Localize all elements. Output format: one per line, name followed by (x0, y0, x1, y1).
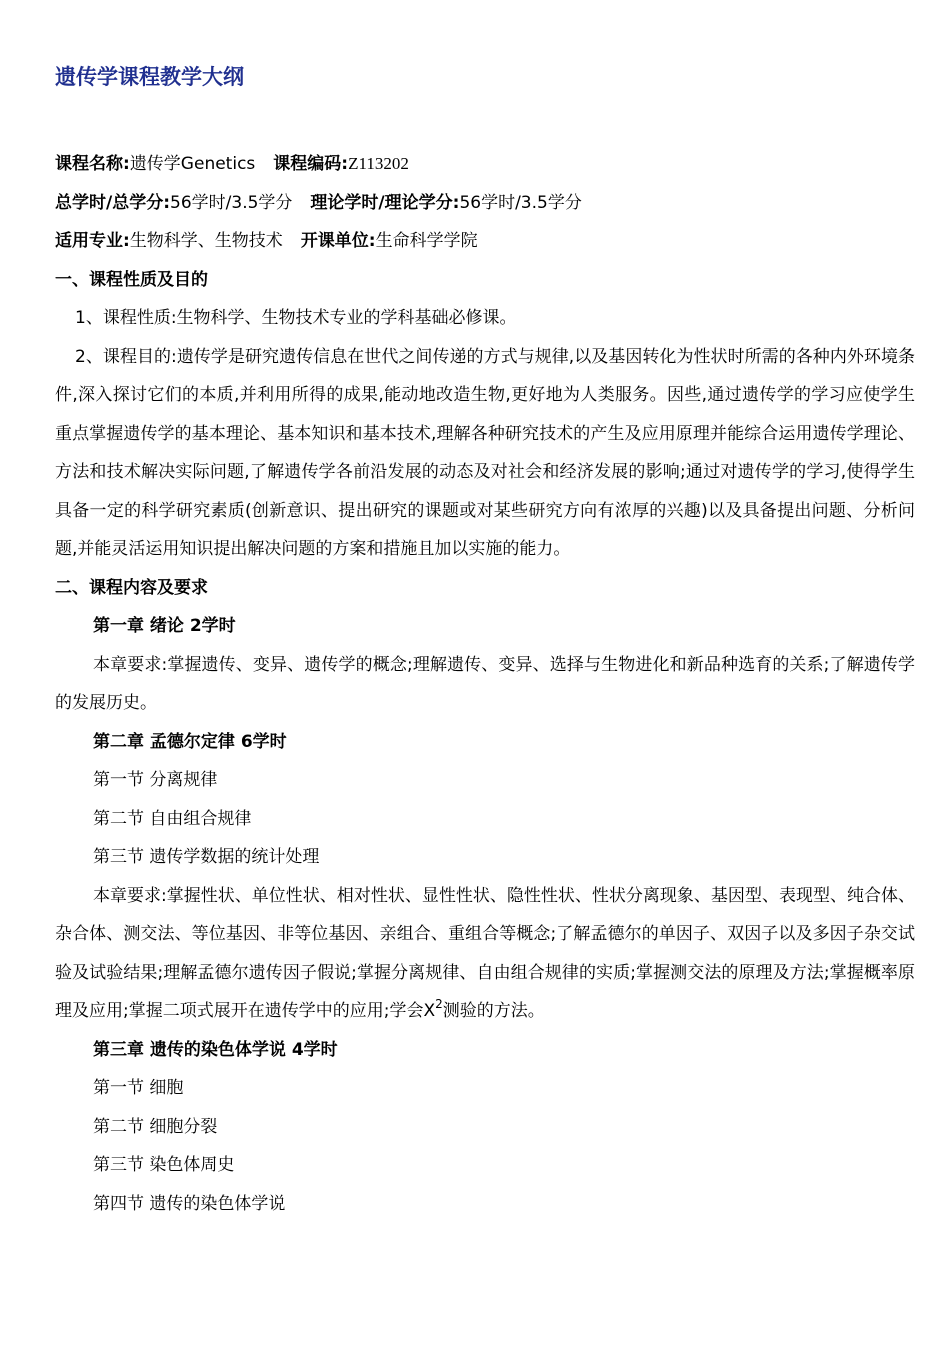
course-name-label: 课程名称: (55, 154, 130, 174)
major-line (55, 222, 915, 261)
chapter3-section2: 第二节 细胞分裂 (93, 1116, 218, 1137)
course-code-label: 课程编码: (273, 154, 349, 174)
document-title: 遗传学课程教学大纲 (55, 65, 244, 89)
unit-label: 开课单位: (300, 231, 376, 251)
chapter2-req-main: 本章要求:掌握性状、单位性状、相对性状、显性性状、隐性性状、性状分离现象、基因型、表现型、纯合体、杂合体、测交法、等位基因、非等位基因、亲组合、重组合等概念;了解孟德尔的单因子、双因子以及多因子杂交试验及试验结果;理解孟德尔遗传因子假说;掌握分离规律、自由组合规律的实质;掌握测交法的原理及方法;掌握概率原理及应用;掌握二项式展开在遗传学中的应用;学会X (55, 885, 915, 1021)
theory-value: 56学时/3.5学分 (459, 192, 582, 213)
chapter3-title: 第三章 遗传的染色体学说 4学时 (93, 1039, 338, 1060)
chapter3-section3: 第三节 染色体周史 (93, 1155, 235, 1175)
course-purpose: 2、课程目的:遗传学是研究遗传信息在世代之间传递的方式与规律,以及基因转化为性状时所需的各种内外环境条件,深入探讨它们的本质,并利用所得的成果,能动地改造生物,更好地为人类服务。因些,通过遗传学的学习应使学生重点掌握遗传学的基本理论、基本知识和基本技术,理解各种研究技术的产生及应用原理并能综合运用遗传学理论、方法和技术解决实际问题,了解遗传学各前沿发展的动态及对社会和经济发展的影响;通过对遗传学的学习,使得学生具备一定的科学研究素质(创新意识、提出研究的课题或对某些研究方向有浓厚的兴趣)以及具备提出问题、分析问题,并能灵活运用知识提出解决问题的方案和措施且加以实施的能力。 (55, 346, 915, 559)
chapter2-title: 第二章 孟德尔定律 6学时 (93, 731, 287, 752)
chapter2-section3: 第三节 遗传学数据的统计处理 (93, 847, 320, 867)
course-nature: 1、课程性质:生物科学、生物技术专业的学科基础必修课。 (75, 308, 517, 328)
section1-heading: 一、课程性质及目的 (55, 269, 208, 290)
hours-value: 56学时/3.5学分 (170, 192, 293, 213)
course-code-value: Z113202 (348, 154, 409, 173)
chapter1-title: 第一章 绪论 2学时 (93, 616, 236, 636)
course-name-line (55, 145, 915, 184)
chapter2-requirements (55, 877, 915, 1031)
chapter3-section1: 第一节 细胞 (93, 1078, 184, 1098)
major-value: 生物科学、生物技术 (129, 231, 283, 251)
chapter1-requirements: 本章要求:掌握遗传、变异、遗传学的概念;理解遗传、变异、选择与生物进化和新品种选育的关系;了解遗传学的发展历史。 (55, 654, 915, 713)
hours-label: 总学时/总学分: (55, 192, 171, 213)
hours-line (55, 184, 915, 223)
theory-label: 理论学时/理论学分: (310, 192, 460, 213)
unit-value: 生命科学学院 (375, 231, 478, 251)
course-name-value: 遗传学Genetics (129, 154, 256, 174)
chapter2-section2: 第二节 自由组合规律 (93, 808, 252, 829)
chapter2-section1: 第一节 分离规律 (93, 770, 218, 790)
document-page (55, 62, 915, 1223)
chapter2-req-tail: 测验的方法。 (442, 1001, 545, 1021)
major-label: 适用专业: (55, 231, 130, 251)
chi-square-superscript: 2 (435, 997, 443, 1012)
chapter3-section4: 第四节 遗传的染色体学说 (93, 1193, 286, 1214)
section2-heading: 二、课程内容及要求 (55, 577, 208, 598)
